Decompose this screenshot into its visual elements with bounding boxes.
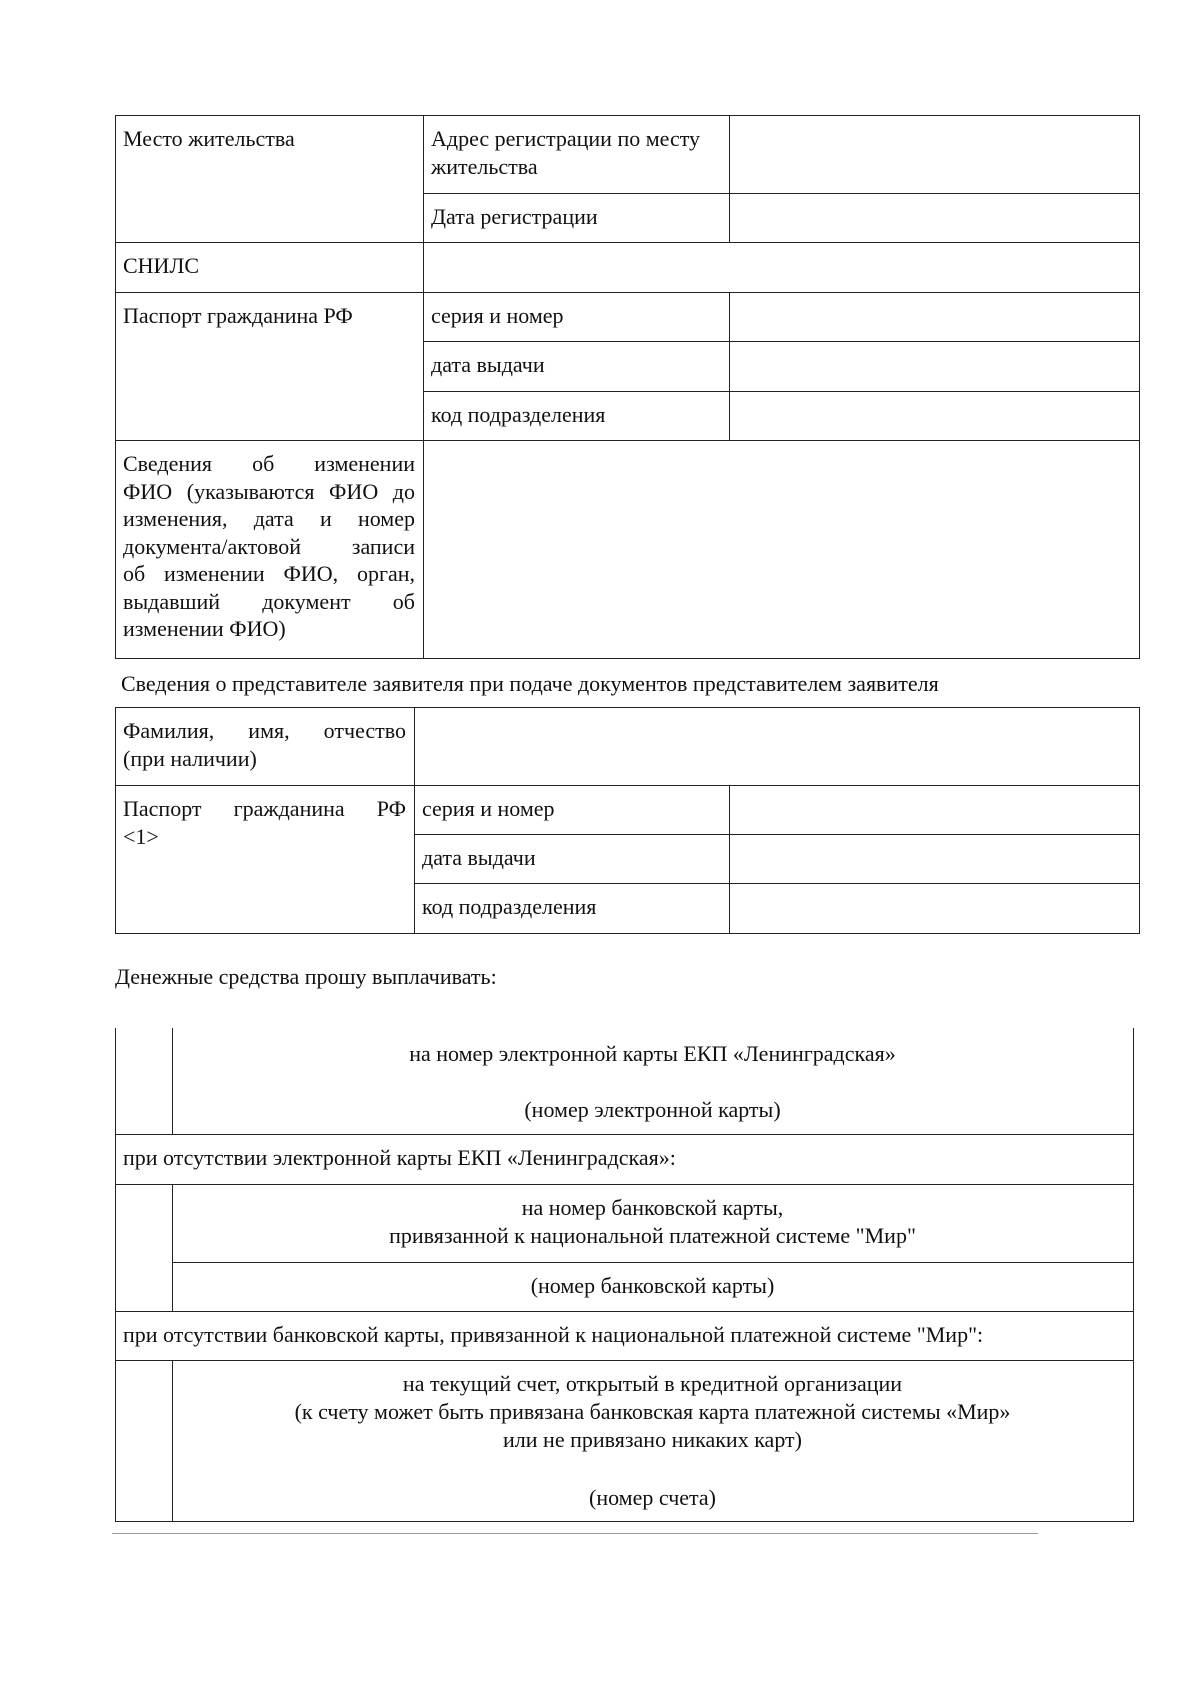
account-line: на текущий счет, открытый в кредитной организации: [402, 1371, 903, 1396]
representative-fio-label: [115, 707, 414, 773]
ekp-card-checkbox[interactable]: [116, 1028, 172, 1134]
name-change-line: изменении ФИО): [123, 616, 286, 641]
bank-card-line: привязанной к национальной платежной системе "Мир": [389, 1223, 916, 1248]
account-label: [172, 1360, 1133, 1454]
rep-passport-issue-date-label: дата выдачи: [422, 845, 536, 870]
registration-date-label: Дата регистрации: [431, 204, 598, 229]
rep-passport-series-label: серия и номер: [422, 796, 555, 821]
name-change-line: об изменении ФИО, орган,: [123, 561, 415, 586]
fio-line: Фамилия, имя, отчество: [123, 718, 406, 743]
representative-fio-field[interactable]: [415, 708, 1139, 785]
ekp-card-label: на номер электронной карты ЕКП «Ленинградская»: [409, 1041, 896, 1066]
registration-date-field[interactable]: [729, 194, 1139, 242]
bank-card-line: на номер банковской карты,: [521, 1195, 784, 1220]
account-checkbox[interactable]: [116, 1361, 172, 1521]
rep-passport-dept-code-label: код подразделения: [422, 894, 597, 919]
snils-label: СНИЛС: [123, 253, 200, 278]
passport-line: Паспорт гражданина РФ: [123, 796, 406, 821]
ekp-card-caption: (номер электронной карты): [524, 1097, 781, 1122]
name-change-line: Сведения об изменении: [123, 451, 415, 476]
snils-field[interactable]: [424, 243, 1139, 292]
name-change-field[interactable]: [424, 441, 1139, 658]
passport-line: <1>: [123, 824, 159, 849]
account-line: или не привязано никаких карт): [503, 1427, 802, 1452]
rep-passport-issue-date-field[interactable]: [729, 835, 1139, 883]
fio-line: (при наличии): [123, 746, 257, 771]
name-change-label: [115, 440, 423, 643]
name-change-line: ФИО (указываются ФИО до: [123, 478, 415, 504]
registration-address-label: Адрес регистрации по месту жительства: [431, 126, 701, 179]
passport-series-field[interactable]: [729, 293, 1139, 341]
rep-passport-dept-code-field[interactable]: [729, 884, 1139, 933]
name-change-line: изменения, дата и номер: [123, 506, 415, 531]
bank-card-caption: (номер банковской карты): [530, 1273, 775, 1298]
bank-card-checkbox[interactable]: [116, 1185, 172, 1311]
representative-heading: Сведения о представителе заявителя при подаче документов представителем заявителя: [121, 671, 939, 696]
account-line: (к счету может быть привязана банковская карта платежной системы «Мир»: [294, 1399, 1011, 1424]
no-ekp-label: при отсутствии электронной карты ЕКП «Ленинградская»:: [123, 1145, 676, 1170]
no-bank-card-label: при отсутствии банковской карты, привязанной к национальной платежной системе "Мир":: [123, 1322, 984, 1347]
passport-issue-date-field[interactable]: [729, 342, 1139, 391]
passport-issue-date-label: дата выдачи: [431, 352, 545, 377]
name-change-line: выдавший документ об: [123, 588, 415, 614]
residence-label: Место жительства: [123, 126, 295, 151]
passport-dept-code-field[interactable]: [729, 392, 1139, 440]
passport-dept-code-label: код подразделения: [431, 402, 606, 427]
representative-passport-label: [115, 785, 414, 851]
rep-passport-series-field[interactable]: [729, 786, 1139, 834]
name-change-line: документа/актовой записи: [123, 533, 415, 559]
footnote-divider: [112, 1533, 1038, 1534]
payment-heading: Денежные средства прошу выплачивать:: [115, 964, 497, 989]
passport-series-label: серия и номер: [431, 303, 564, 328]
passport-label: Паспорт гражданина РФ: [123, 303, 353, 328]
registration-address-field[interactable]: [729, 116, 1139, 193]
account-caption: (номер счета): [589, 1485, 716, 1510]
bank-card-label: [172, 1184, 1133, 1250]
